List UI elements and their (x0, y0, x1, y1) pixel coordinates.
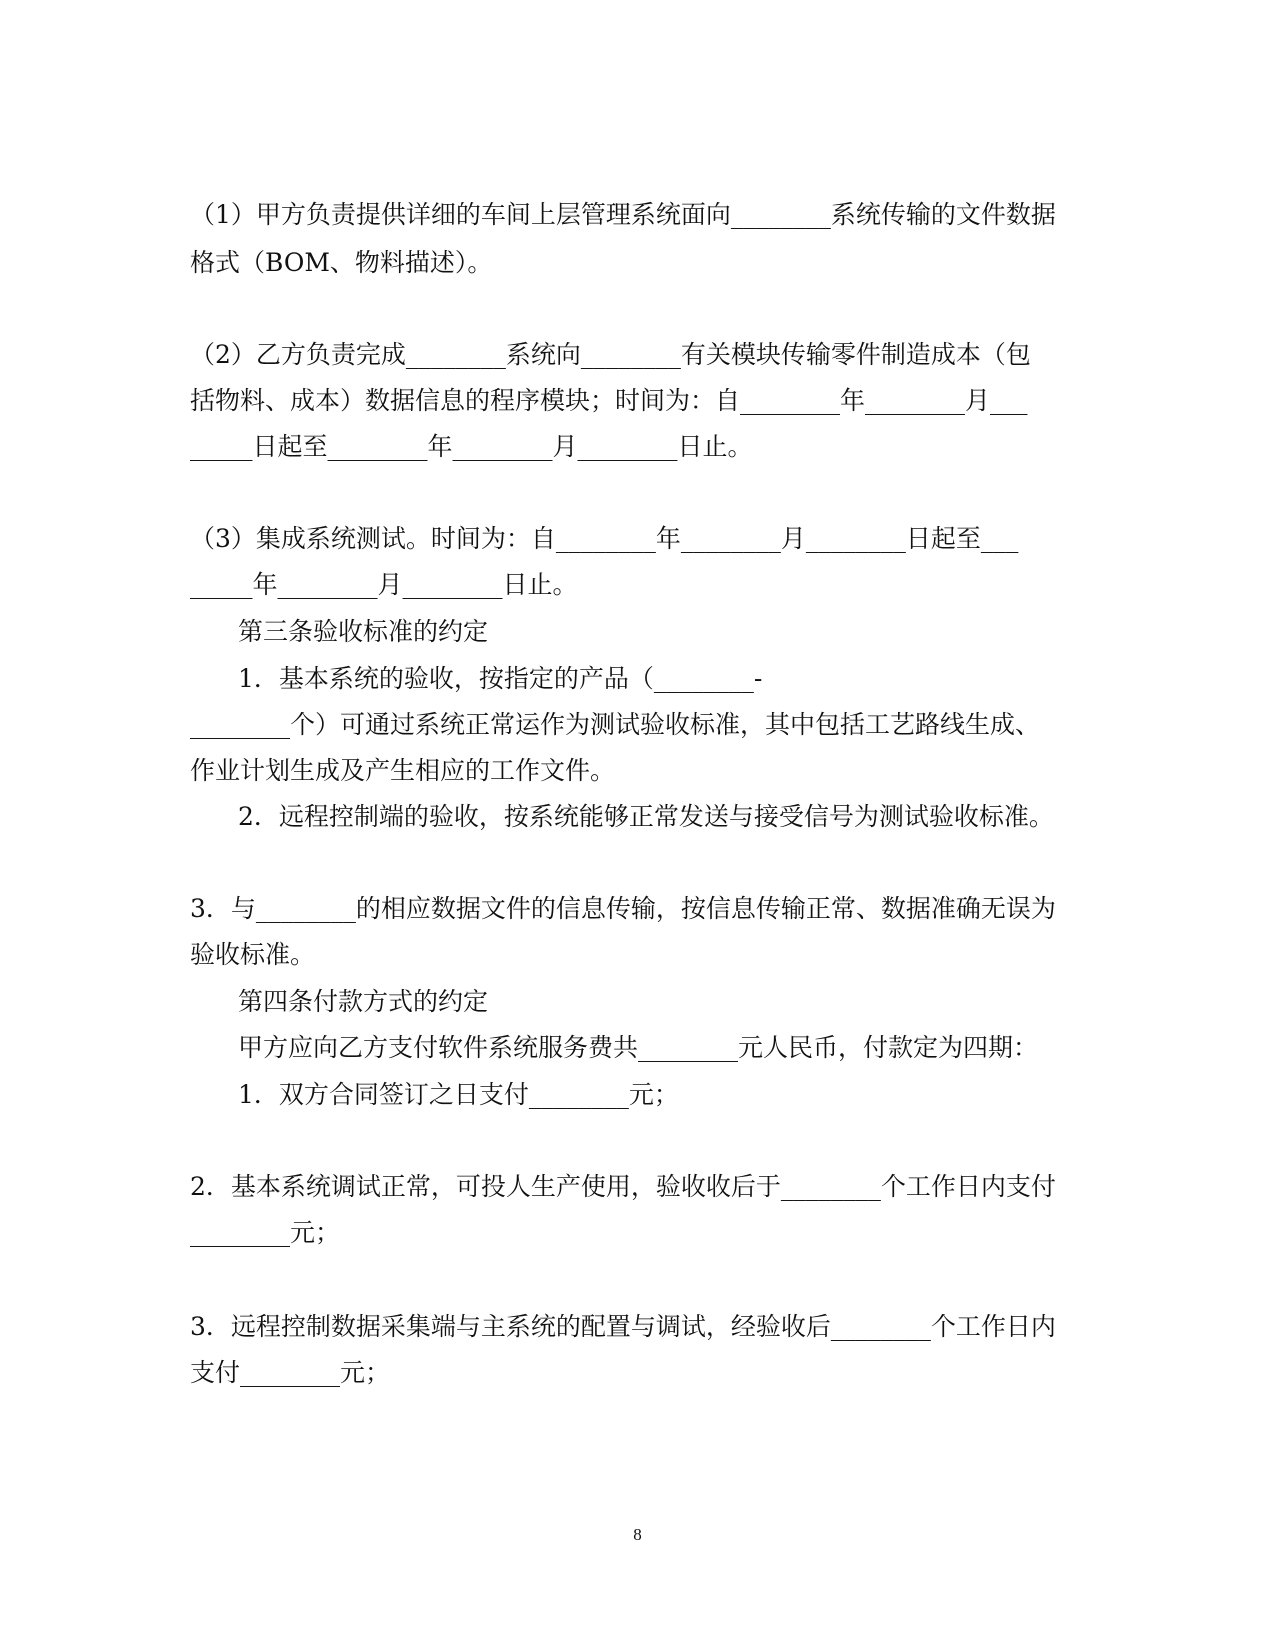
payment-1: 1．双方合同签订之日支付________元； (238, 1080, 679, 1109)
clause-1-line-2: 格式（BOM、物料描述）。 (190, 248, 493, 277)
acceptance-1-line-1: 1．基本系统的验收，按指定的产品（________- (238, 664, 763, 693)
payment-2-line-2: ________元； (190, 1218, 341, 1247)
payment-2-line-1: 2．基本系统调试正常，可投人生产使用，验收收后于________个工作日内支付 (190, 1172, 1056, 1201)
clause-1-line-1: （1）甲方负责提供详细的车间上层管理系统面向________系统传输的文件数据 (190, 200, 1056, 229)
acceptance-3-line-1: 3．与________的相应数据文件的信息传输，按信息传输正常、数据准确无误为 (190, 894, 1056, 923)
page-number: 8 (633, 1525, 642, 1544)
payment-intro: 甲方应向乙方支付软件系统服务费共________元人民币，付款定为四期： (238, 1033, 1039, 1062)
clause-2-line-1: （2）乙方负责完成________系统向________有关模块传输零件制造成本（包 (190, 340, 1031, 369)
article-4-heading: 第四条付款方式的约定 (238, 987, 489, 1016)
clause-3-line-2: _____年________月________日止。 (190, 570, 578, 599)
payment-3-line-1: 3．远程控制数据采集端与主系统的配置与调试，经验收后________个工作日内 (190, 1312, 1056, 1341)
clause-2-line-3: _____日起至________年________月________日止。 (190, 432, 753, 461)
article-3-heading: 第三条验收标准的约定 (238, 617, 489, 646)
acceptance-3-line-2: 验收标准。 (190, 940, 316, 969)
acceptance-2: 2．远程控制端的验收，按系统能够正常发送与接受信号为测试验收标准。 (238, 802, 1054, 831)
clause-2-line-2: 括物料、成本）数据信息的程序模块；时间为：自________年________月___ (190, 386, 1028, 415)
acceptance-1-line-3: 作业计划生成及产生相应的工作文件。 (190, 756, 616, 785)
clause-3-line-1: （3）集成系统测试。时间为：自________年________月________日起至___ (190, 524, 1019, 553)
payment-3-line-2: 支付________元； (190, 1358, 391, 1387)
acceptance-1-line-2: ________个）可通过系统正常运作为测试验收标准，其中包括工艺路线生成、 (190, 710, 1041, 739)
